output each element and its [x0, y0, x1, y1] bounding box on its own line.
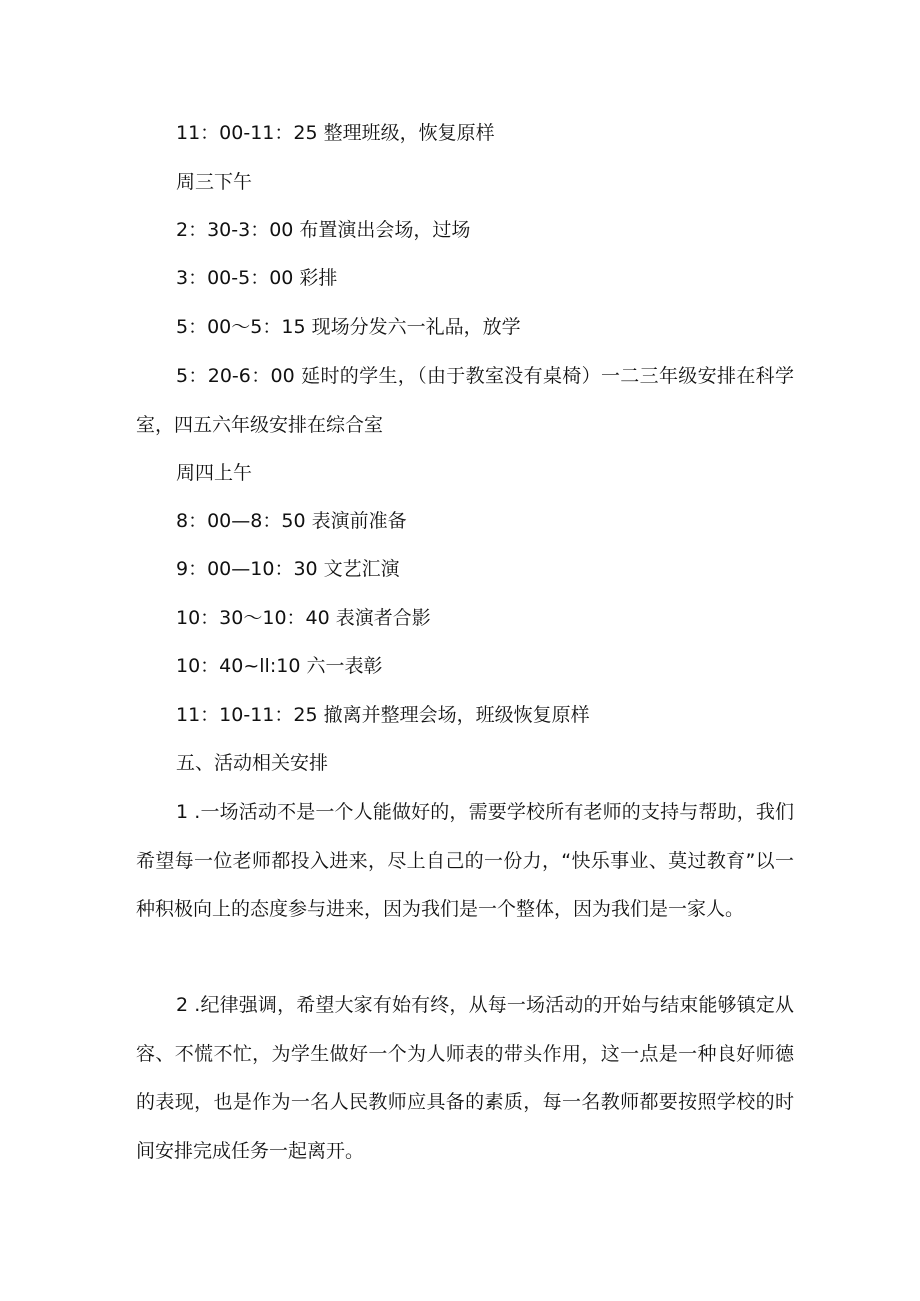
schedule-line: 8：00—8：50 表演前准备	[176, 510, 407, 532]
body-paragraph: 1 .一场活动不是一个人能做好的，需要学校所有老师的支持与帮助，我们希望每一位老师都投入进来，尽上自己的一份力，“快乐事业、莫过教育”以一种积极向上的态度参与进来，因为我们是一个整体，因为我们是一家人。	[136, 801, 794, 920]
schedule-line: 10：40~ll:10 六一表彰	[176, 655, 383, 677]
schedule-line: 10：30～10：40 表演者合影	[176, 607, 431, 629]
section-heading: 五、活动相关安排	[176, 752, 329, 774]
schedule-paragraph: 5：20-6：00 延时的学生，（由于教室没有桌椅）一二三年级安排在科学室，四五六年级安排在综合室	[136, 365, 794, 436]
section-heading: 周四上午	[176, 462, 253, 484]
schedule-line: 5：00～5：15 现场分发六一礼品，放学	[176, 316, 521, 338]
schedule-line: 11：00-11：25 整理班级，恢复原样	[176, 122, 495, 144]
schedule-line: 11：10-11：25 撤离并整理会场，班级恢复原样	[176, 704, 590, 726]
schedule-line: 9：00—10：30 文艺汇演	[176, 558, 400, 580]
body-paragraph: 2 .纪律强调，希望大家有始有终，从每一场活动的开始与结束能够镇定从容、不慌不忙，为学生做好一个为人师表的带头作用，这一点是一种良好师德的表现，也是作为一名人民教师应具备的素质，每一名教师都要按照学校的时间安排完成任务一起离开。	[136, 994, 794, 1162]
section-heading: 周三下午	[176, 171, 253, 193]
schedule-line: 2：30-3：00 布置演出会场，过场	[176, 219, 471, 241]
schedule-line: 3：00-5：00 彩排	[176, 267, 338, 289]
